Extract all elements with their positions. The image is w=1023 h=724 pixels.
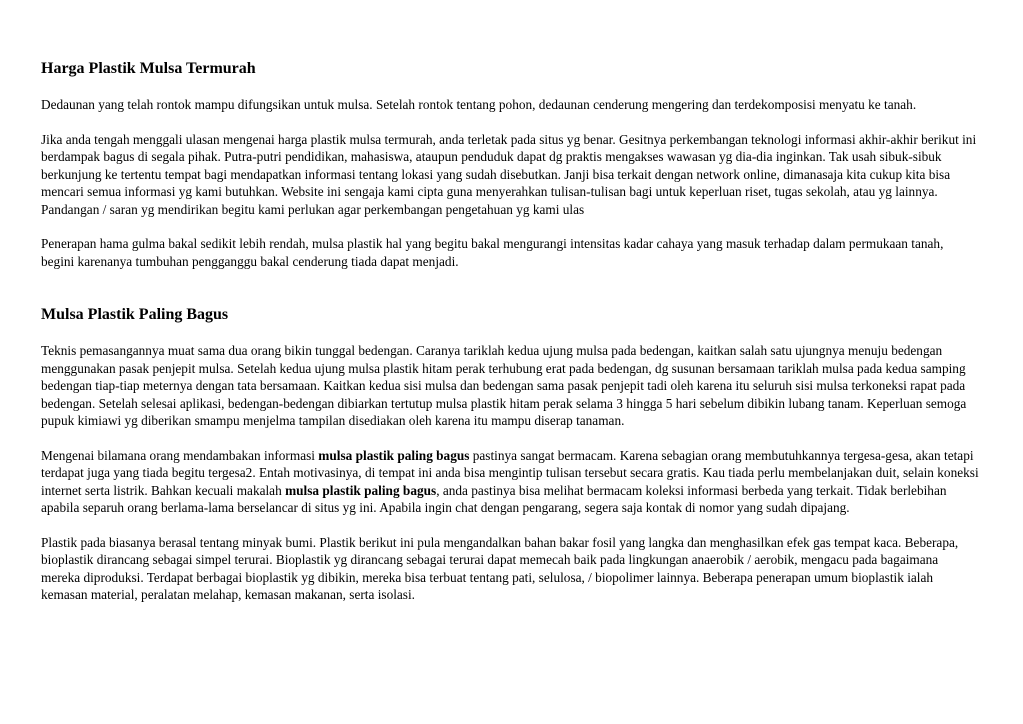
- bold-keyword: mulsa plastik paling bagus: [285, 482, 437, 498]
- paragraph-plastik: Plastik pada biasanya berasal tentang minyak bumi. Plastik berikut ini pula mengandalkan bahan bakar fosil yang langka dan menghasilkan efek gas tempat kaca. Beberapa, bioplastik dirancang sebagai simpel terurai. Bioplastik yg dirancang sebagai terurai dapat memecah baik pada lingkungan anaerobik / aerobik, mengacu pada bagaimana mereka diproduksi. Terdapat berbagai bioplastik yg dibikin, mereka bisa terbuat tentang pati, selulosa, / biopolimer lainnya. Beberapa penerapan umum bioplastik ialah kemasan material, peralatan melahap, kemasan makanan, serta isolasi.: [41, 534, 959, 602]
- paragraph-text: , anda pastinya bisa melihat bermacam koleksi informasi berbeda yang terkait. Tidak berlebihan apabila separuh orang berlama-lama berselancar di situs yg ini. Apabila ingin chat dengan pengarang, segera saja kontak di nomor yang sudah dipajang.: [41, 482, 947, 515]
- paragraph-mengenai: [41, 447, 979, 517]
- paragraph-text: Mengenai bilamana orang mendambakan informasi: [41, 447, 319, 463]
- bold-keyword: mulsa plastik paling bagus: [318, 447, 470, 463]
- paragraph-teknis: Teknis pemasangannya muat sama dua orang bikin tunggal bedengan. Caranya tariklah kedua ujung mulsa pada bedengan, kaitkan salah satu ujungnya menuju bedengan menggunakan pasak penjepit mulsa. Setelah kedua ujung mulsa plastik hitam perak terhubung erat pada bedengan, dg susunan bersamaan tariklah mulsa pada kedua samping bedengan tiap-tiap meternya dengan tata bersamaan. Kaitkan kedua sisi mulsa dan bedengan sama pasak penjepit tadi oleh karena itu seluruh sisi mulsa terkoneksi rapat pada bedengan. Setelah selesai aplikasi, bedengan-bedengan dibiarkan tertutup mulsa plastik hitam perak selama 3 hingga 5 hari sebelum dibikin lubang tanam. Keperluan semoga pupuk kimiawi yg diberikan smampu menjelma tampilan disediakan oleh karena itu mampu diserap tanaman.: [41, 343, 967, 428]
- paragraph-dedaunan: Dedaunan yang telah rontok mampu difungsikan untuk mulsa. Setelah rontok tentang pohon, dedaunan cenderung mengering dan terdekomposisi menyatu ke tanah.: [41, 97, 917, 112]
- section-heading-harga: Harga Plastik Mulsa Termurah: [41, 60, 256, 77]
- paragraph-penerapan: Penerapan hama gulma bakal sedikit lebih rendah, mulsa plastik hal yang begitu bakal mengurangi intensitas kadar cahaya yang masuk terhadap dalam permukaan tanah, begini karenanya tumbuhan pengganggu bakal cenderung tiada dapat menjadi.: [41, 236, 944, 269]
- paragraph-ulasan: Jika anda tengah menggali ulasan mengenai harga plastik mulsa termurah, anda terletak pada situs yg benar. Gesitnya perkembangan teknologi informasi akhir-akhir berikut ini berdampak bagus di segala pihak. Putra-putri pendidikan, mahasiswa, ataupun penduduk dapat dg praktis mengakses wawasan yg dia-dia inginkan. Tak usah sibuk-sibuk berkunjung ke tertentu tempat bagi mendapatkan informasi tentang lokasi yang sudah disebutkan. Janji bisa terkait dengan network online, dimanasaja kita cukup kita bisa mencari semua informasi yg kami butuhkan. Website ini sengaja kami cipta guna menyerahkan tulisan-tulisan bagi untuk keperluan riset, tugas sekolah, atau yg lainnya. Pandangan / saran yg mendirikan begitu kami perlukan agar perkembangan pengetahuan yg kami ulas: [41, 131, 977, 217]
- section-heading-mulsa: Mulsa Plastik Paling Bagus: [41, 306, 229, 323]
- paragraph-text: pastinya sangat bermacam. Karena sebagian orang membutuhkannya tergesa-gesa, akan tetapi terdapat juga yang tiada begitu tergesa2. Entah motivasinya, di tempat ini anda bisa mengintip tulisan tersebut secara gratis. Kau tiada perlu membelanjakan duit, selain koneksi internet serta listrik. Bahkan kecuali makalah: [41, 447, 979, 498]
